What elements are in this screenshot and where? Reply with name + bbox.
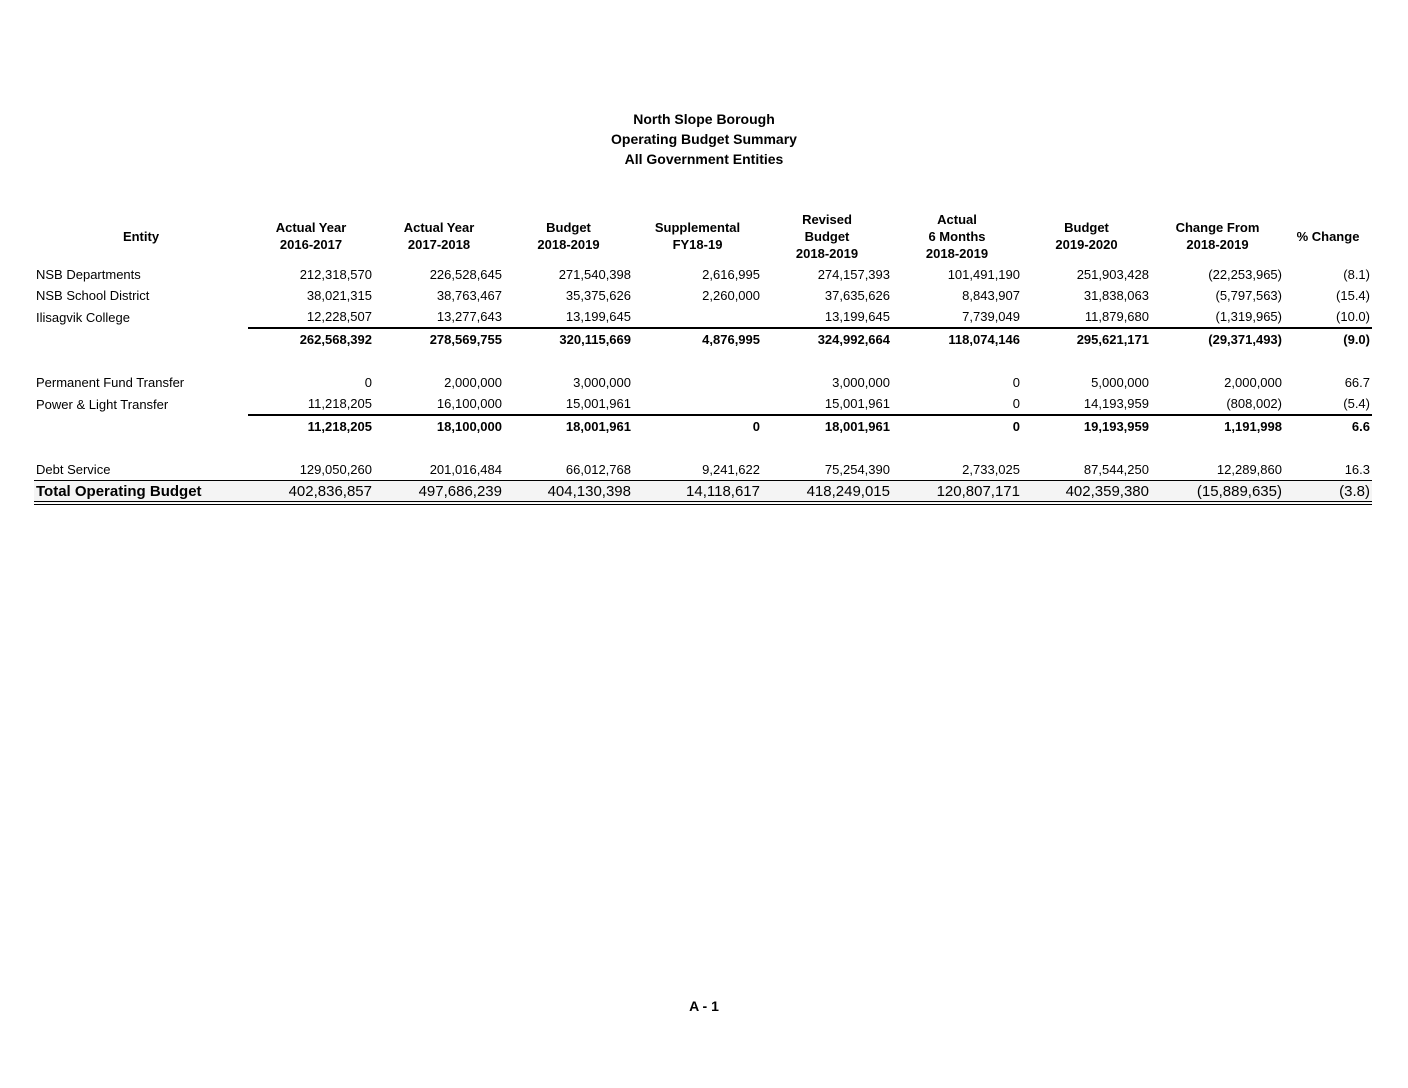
- subtotal-row: 11,218,205 18,100,000 18,001,961 0 18,001,961 0 19,193,959 1,191,998 6.6: [34, 415, 1372, 437]
- subtotal-row: 262,568,392 278,569,755 320,115,669 4,876,995 324,992,664 118,074,146 295,621,171 (29,371,493) (9.0): [34, 328, 1372, 350]
- total-row: Total Operating Budget 402,836,857 497,686,239 404,130,398 14,118,617 418,249,015 120,807,171 402,359,380 (15,889,635) (3.8): [34, 481, 1372, 504]
- col-header-actual-2017-2018: Actual Year 2017-2018: [403, 220, 475, 252]
- col-header-revised-budget: Revised Budget 2018-2019: [795, 211, 859, 261]
- title-line-organization: North Slope Borough: [633, 111, 775, 127]
- col-header-actual-2016-2017: Actual Year 2016-2017: [275, 220, 347, 252]
- report-title: [0, 109, 1408, 169]
- table-row: Debt Service 129,050,260 201,016,484 66,012,768 9,241,622 75,254,390 2,733,025 87,544,250 12,289,860 16.3: [36, 462, 1370, 477]
- col-header-change-from: Change From 2018-2019: [1175, 220, 1260, 252]
- table-row: NSB School District 38,021,315 38,763,467 35,375,626 2,260,000 37,635,626 8,843,907 31,838,063 (5,797,563) (15.4): [36, 288, 1370, 303]
- col-header-budget-2018-2019: Budget 2018-2019: [537, 220, 600, 252]
- table-row: Permanent Fund Transfer 0 2,000,000 3,000,000 3,000,000 0 5,000,000 2,000,000 66.7: [36, 375, 1370, 390]
- col-header-budget-2019-2020: Budget 2019-2020: [1055, 220, 1118, 252]
- page-number: A - 1: [689, 998, 719, 1014]
- col-header-supplemental: Supplemental FY18-19: [654, 220, 741, 252]
- budget-summary-table: [34, 208, 1372, 505]
- table-row: Power & Light Transfer 11,218,205 16,100,000 15,001,961 15,001,961 0 14,193,959 (808,002) (5.4): [36, 396, 1370, 412]
- table-row: Ilisagvik College 12,228,507 13,277,643 13,199,645 13,199,645 7,739,049 11,879,680 (1,319,965) (10.0): [36, 309, 1370, 325]
- col-header-entity: Entity: [122, 228, 160, 244]
- title-line-report: Operating Budget Summary: [611, 131, 797, 147]
- title-line-scope: All Government Entities: [624, 151, 784, 167]
- spacer-row: [34, 437, 1372, 459]
- spacer-row: [34, 350, 1372, 372]
- col-header-percent-change: % Change: [1296, 228, 1360, 244]
- header-row: [34, 208, 1372, 264]
- col-header-actual-6-months: Actual 6 Months 2018-2019: [925, 211, 989, 261]
- table-row: NSB Departments 212,318,570 226,528,645 271,540,398 2,616,995 274,157,393 101,491,190 251,903,428 (22,253,965) (8.1): [36, 267, 1370, 282]
